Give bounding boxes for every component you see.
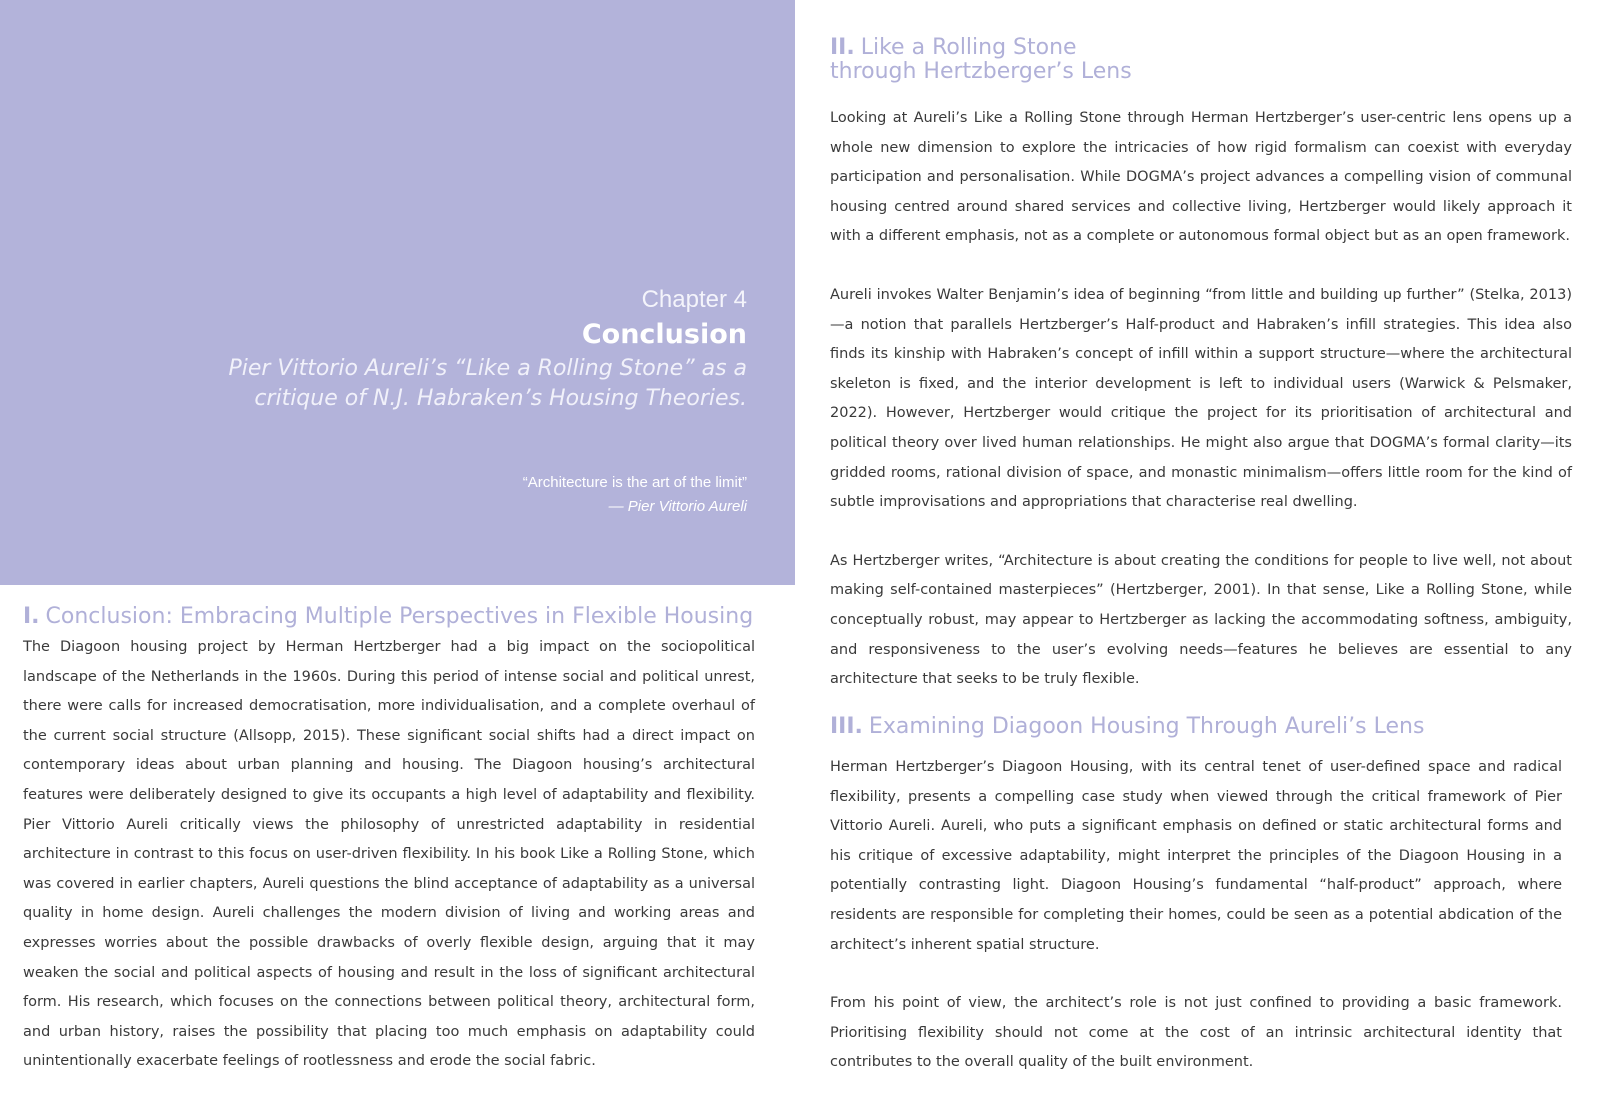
epigraph-quote: “Architecture is the art of the limit” — [522, 474, 747, 491]
section-rolling-stone — [830, 36, 1572, 695]
chapter-title-block — [228, 284, 747, 414]
section-diagoon-housing — [830, 715, 1562, 1078]
epigraph — [523, 471, 747, 519]
section-number: III. — [830, 714, 863, 739]
chapter-subtitle-line-1: Pier Vittorio Aureli’s “Like a Rolling Stone” as a — [228, 356, 747, 381]
paragraph: As Hertzberger writes, “Architecture is about creating the conditions for people to live well, not about making self-contained masterpieces” (Hertzberger, 2001). In that sense, Like a Rolling Stone, while conceptually robust, may appear to Hertzberger as lacking the accommodating softness, ambiguity, and responsiveness to the user’s evolving needs—features he believes are essential to any architecture that seeks to be truly flexible. — [830, 552, 1572, 688]
chapter-number: Chapter 4 — [641, 286, 747, 313]
paragraph: Looking at Aureli’s Like a Rolling Stone through Herman Hertzberger’s user-centric lens opens up a whole new dimension to explore the intricacies of how rigid formalism can coexist with everyday participation and personalisation. While DOGMA’s project advances a compelling vision of communal housing centred around shared services and collective living, Hertzberger would likely approach it with a different emphasis, not as a complete or autonomous formal object but as an open framework. — [830, 110, 1572, 245]
chapter-hero-panel — [0, 0, 795, 585]
section-title-line-2: through Hertzberger’s Lens — [830, 59, 1132, 84]
section-conclusion — [23, 605, 755, 1077]
section-number: II. — [830, 35, 855, 60]
section-title: Conclusion: Embracing Multiple Perspectives in Flexible Housing — [45, 604, 754, 629]
section-title-line-1: Like a Rolling Stone — [860, 35, 1077, 60]
section-heading — [830, 715, 1562, 739]
chapter-subtitle-line-2: critique of N.J. Habraken’s Housing Theories. — [254, 386, 747, 411]
epigraph-author: — Pier Vittorio Aureli — [608, 498, 747, 515]
section-heading — [830, 36, 1572, 84]
paragraph: From his point of view, the architect’s role is not just confined to providing a basic framework. Prioritising flexibility should not come at the cost of an intrinsic architectural identity that contributes to the overall quality of the built environment. — [830, 995, 1562, 1071]
paragraph: Aureli invokes Walter Benjamin’s idea of beginning “from little and building up further” (Stelka, 2013)—a notion that parallels Hertzberger’s Half-product and Habraken’s infill strategies. This idea also finds its kinship with Habraken’s concept of infill within a support structure—where the architectural skeleton is fixed, and the interior development is left to individual users (Warwick & Pelsmaker, 2022). However, Hertzberger would critique the project for its prioritisation of architectural and political theory over lived human relationships. He might also argue that DOGMA’s formal clarity—its gridded rooms, rational division of space, and monastic minimalism—offers little room for the kind of subtle improvisations and appropriations that characterise real dwelling. — [830, 286, 1572, 511]
section-heading — [23, 605, 755, 629]
section-number: I. — [23, 604, 40, 629]
paragraph: Herman Hertzberger’s Diagoon Housing, with its central tenet of user-defined space and radical flexibility, presents a compelling case study when viewed through the critical framework of Pier Vittorio Aureli. Aureli, who puts a significant emphasis on defined or static architectural forms and his critique of excessive adaptability, might interpret the principles of the Diagoon Housing in a potentially contrasting light. Diagoon Housing’s fundamental “half-product” approach, where residents are responsible for completing their homes, could be seen as a potential abdication of the architect’s inherent spatial structure. — [830, 759, 1562, 953]
section-title: Examining Diagoon Housing Through Aureli’s Lens — [868, 714, 1425, 739]
chapter-title: Conclusion — [581, 319, 747, 350]
paragraph: The Diagoon housing project by Herman Hertzberger had a big impact on the sociopolitical landscape of the Netherlands in the 1960s. During this period of intense social and political unrest, there were calls for increased democratisation, more individualisation, and a complete overhaul of the current social structure (Allsopp, 2015). These significant social shifts had a direct impact on contemporary ideas about urban planning and housing. The Diagoon housing’s architectural features were deliberately designed to give its occupants a high level of adaptability and flexibility. Pier Vittorio Aureli critically views the philosophy of unrestricted adaptability in residential architecture in contrast to this focus on user-driven flexibility. In his book Like a Rolling Stone, which was covered in earlier chapters, Aureli questions the blind acceptance of adaptability as a universal quality in home design. Aureli challenges the modern division of living and working areas and expresses worries about the possible drawbacks of overly flexible design, arguing that it may weaken the social and political aspects of housing and result in the loss of significant architectural form. His research, which focuses on the connections between political theory, architectural form, and urban history, raises the possibility that placing too much emphasis on adaptability could unintentionally exacerbate feelings of rootlessness and erode the social fabric. — [23, 639, 755, 1070]
